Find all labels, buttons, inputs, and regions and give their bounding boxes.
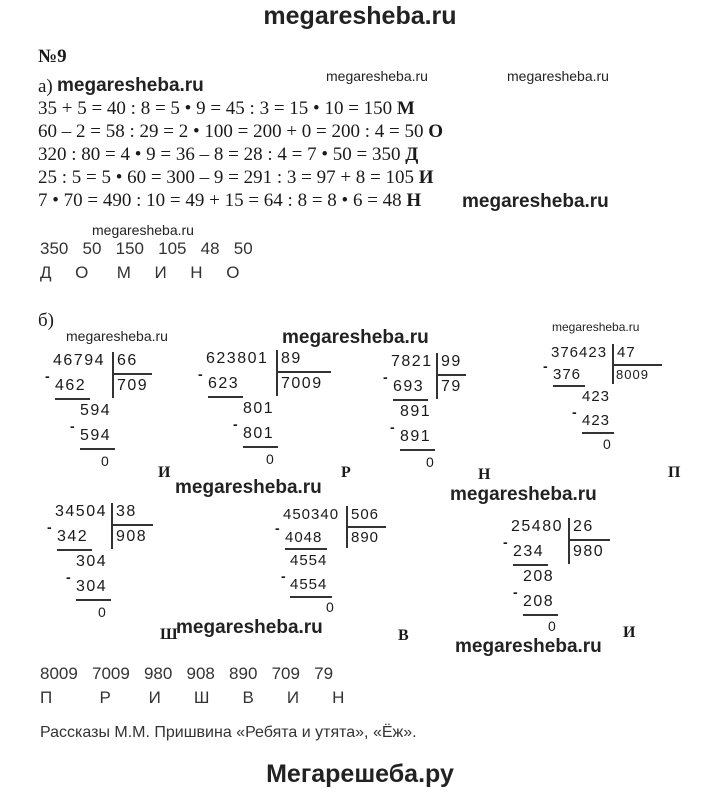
equation-line: [38, 167, 434, 189]
subtrahend: 423: [582, 412, 611, 429]
watermark: megaresheba.ru: [455, 636, 602, 657]
dividend: 376423: [551, 344, 608, 361]
watermark: megaresheba.ru: [57, 75, 204, 96]
division-letter: Н: [478, 466, 491, 483]
remainder-step: 594: [80, 402, 112, 419]
watermark: megaresheba.ru: [176, 617, 323, 638]
subtrahend: 801: [243, 425, 275, 442]
divisor: 26: [573, 518, 594, 535]
watermark: megaresheba.ru: [282, 327, 429, 348]
remainder-step: 304: [76, 553, 108, 570]
remainder-step: 801: [243, 400, 275, 417]
equation-letter: М: [396, 98, 415, 119]
remainder: 0: [98, 604, 106, 620]
equation-letter: Н: [406, 190, 422, 211]
answers-numbers-a: 350 50 150 105 48 50: [40, 239, 253, 258]
subtrahend: 376: [553, 366, 582, 383]
subtrahend: 594: [80, 427, 112, 444]
footer-site-title: Мегарешеба.ру: [266, 760, 454, 788]
watermark: megaresheba.ru: [92, 222, 194, 238]
division-letter: Ш: [160, 626, 178, 643]
equation-text: 7 • 70 = 490 : 10 = 49 + 15 = 64 : 8 = 8 • 6 = 48: [38, 190, 402, 211]
dividend: 7821: [391, 353, 433, 370]
quotient: 709: [117, 377, 149, 394]
quotient: 7009: [281, 375, 323, 392]
remainder: 0: [548, 618, 556, 634]
quotient: 908: [116, 528, 148, 545]
equation-letter: Д: [405, 144, 419, 165]
division-letter: И: [158, 464, 171, 481]
remainder-step: 423: [582, 388, 611, 405]
subtrahend: 342: [57, 528, 89, 545]
subtrahend: 693: [393, 378, 425, 395]
dividend: 25480: [511, 518, 563, 535]
division-letter: И: [623, 624, 636, 641]
watermark: megaresheba.ru: [326, 68, 428, 84]
watermark: megaresheba.ru: [66, 328, 168, 344]
dividend: 623801: [206, 350, 269, 367]
quotient: 79: [441, 378, 462, 395]
subtrahend: 208: [523, 593, 555, 610]
quotient: 980: [573, 543, 605, 560]
answers-numbers-b: 8009 7009 980 908 890 709 79: [40, 664, 334, 683]
answers-letters-a: Д О М И Н О: [40, 263, 240, 282]
equation-letter: И: [418, 167, 434, 188]
watermark: megaresheba.ru: [175, 477, 322, 498]
equation-line: [38, 98, 415, 120]
subtrahend: 462: [55, 377, 87, 394]
task-number: №9: [38, 46, 67, 67]
remainder-step: 4554: [290, 552, 328, 569]
remainder: 0: [326, 599, 334, 615]
subtrahend: 4554: [290, 576, 328, 593]
equation-text: 60 – 2 = 58 : 29 = 2 • 100 = 200 + 0 = 200 : 4 = 50: [38, 121, 424, 142]
subtrahend: 623: [208, 375, 240, 392]
watermark: megaresheba.ru: [507, 68, 609, 84]
divisor: 47: [617, 344, 636, 361]
equation-text: 25 : 5 = 5 • 60 = 300 – 9 = 291 : 3 = 97 + 8 = 105: [38, 167, 415, 188]
remainder: 0: [426, 454, 434, 470]
subtrahend: 304: [76, 578, 108, 595]
division-letter: В: [398, 627, 409, 644]
division-letter: П: [668, 464, 681, 481]
divisor: 38: [116, 503, 137, 520]
equation-line: [38, 190, 421, 212]
subtrahend: 891: [400, 428, 432, 445]
watermark: megaresheba.ru: [462, 191, 609, 212]
quotient: 890: [351, 529, 380, 546]
remainder-step: 208: [523, 568, 555, 585]
equation-line: [38, 121, 443, 143]
quotient: 8009: [616, 367, 649, 382]
divisor: 89: [281, 350, 302, 367]
divisor: 66: [117, 352, 138, 369]
part-a-label: а): [38, 76, 53, 97]
dividend: 46794: [53, 352, 105, 369]
remainder-step: 891: [400, 403, 432, 420]
subtrahend: 4048: [285, 529, 323, 546]
part-b-label: б): [38, 310, 54, 331]
equation-text: 320 : 80 = 4 • 9 = 36 – 8 = 28 : 4 = 7 • 50 = 350: [38, 144, 401, 165]
divisor: 99: [441, 353, 462, 370]
subtrahend: 234: [513, 543, 545, 560]
answers-letters-b: П Р И Ш В И Н: [40, 688, 345, 707]
watermark: megaresheba.ru: [552, 320, 640, 334]
dividend: 450340: [283, 506, 340, 523]
equation-line: [38, 144, 418, 166]
remainder: 0: [603, 436, 611, 452]
equation-text: 35 + 5 = 40 : 8 = 5 • 9 = 45 : 3 = 15 • 10 = 150: [38, 98, 393, 119]
remainder: 0: [266, 451, 274, 467]
remainder: 0: [101, 453, 109, 469]
dividend: 34504: [55, 503, 107, 520]
watermark: megaresheba.ru: [450, 484, 597, 505]
header-site-title: megaresheba.ru: [263, 2, 457, 30]
division-letter: Р: [341, 464, 351, 481]
divisor: 506: [351, 506, 380, 523]
caption: Рассказы М.М. Пришвина «Ребята и утята», «Ёж».: [40, 724, 417, 741]
equation-letter: О: [428, 121, 444, 142]
